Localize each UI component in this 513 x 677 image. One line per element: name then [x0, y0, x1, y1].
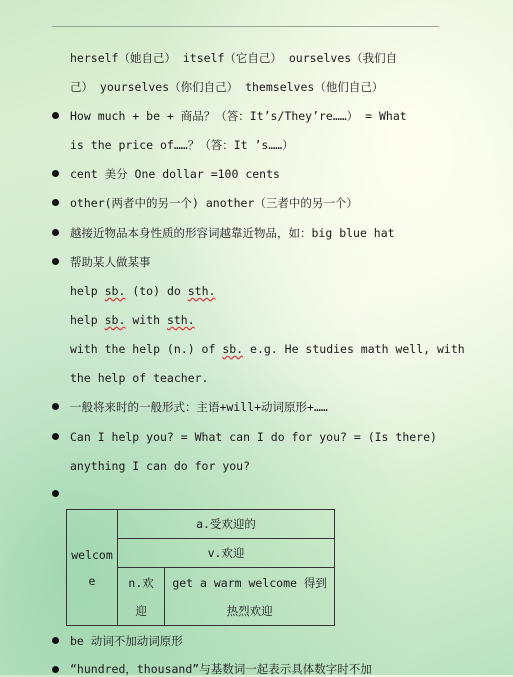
text-line-8: 帮助某人做某事 [70, 255, 151, 269]
text-line-3: How much + be + 商品？（答：It’s/They’re……） = What [70, 109, 407, 123]
welcome-table [66, 509, 335, 626]
text-line-2: 己） yourselves（你们自己） themselves（他们自己） [70, 80, 384, 94]
word-cell [67, 510, 118, 626]
noun-example-2: 热烈欢迎 [226, 603, 273, 618]
noun-label-cell [118, 568, 165, 626]
text-line-14: Can I help you? = What can I do for you? = (Is there) [70, 430, 437, 444]
text-line-16: be 动词不加动词原形 [70, 634, 183, 648]
text-line-15: anything I can do for you? [70, 459, 251, 473]
text-line-7: 越接近物品本身性质的形容词越靠近物品，如：big blue hat [70, 226, 395, 240]
text-line-4: is the price of……？（答：It ’s……） [70, 138, 294, 152]
adjective-cell: a.受欢迎的 [118, 510, 335, 539]
bullet-icon [52, 490, 59, 497]
text-line-10: help sb. with sth. [70, 313, 195, 327]
bullet-icon [52, 637, 59, 644]
bullet-icon [52, 433, 59, 440]
noun-label-1: n.欢 [128, 575, 154, 590]
bullet-icon [52, 112, 59, 119]
noun-label-2: 迎 [135, 603, 147, 618]
text-line-6: other(两者中的另一个) another（三者中的另一个） [70, 196, 358, 210]
text-line-12: the help of teacher. [70, 371, 209, 385]
noun-example-1: get a warm welcome 得到 [172, 575, 327, 590]
noun-example-cell [165, 568, 335, 626]
bullet-icon [52, 666, 59, 673]
text-line-17: “hundred，thousand”与基数词一起表示具体数字时不加 [70, 662, 372, 676]
text-line-9: help sb. (to) do sth. [70, 284, 216, 298]
bullet-icon [52, 258, 59, 265]
bullet-icon [52, 403, 59, 410]
header-rule [52, 26, 439, 27]
word-part-1: welcom [71, 547, 113, 562]
text-line-11: with the help (n.) of sb. e.g. He studies math well, with [70, 342, 465, 356]
text-line-13: 一般将来时的一般形式：主语+will+动词原形+…… [70, 400, 328, 414]
bullet-icon [52, 199, 59, 206]
text-line-5: cent 美分 One dollar =100 cents [70, 167, 280, 181]
bullet-icon [52, 229, 59, 236]
word-part-2: e [88, 573, 96, 588]
text-line-1: herself（她自己） itself（它自己） ourselves（我们自 [70, 51, 398, 65]
verb-cell: v.欢迎 [118, 539, 335, 568]
bullet-icon [52, 170, 59, 177]
